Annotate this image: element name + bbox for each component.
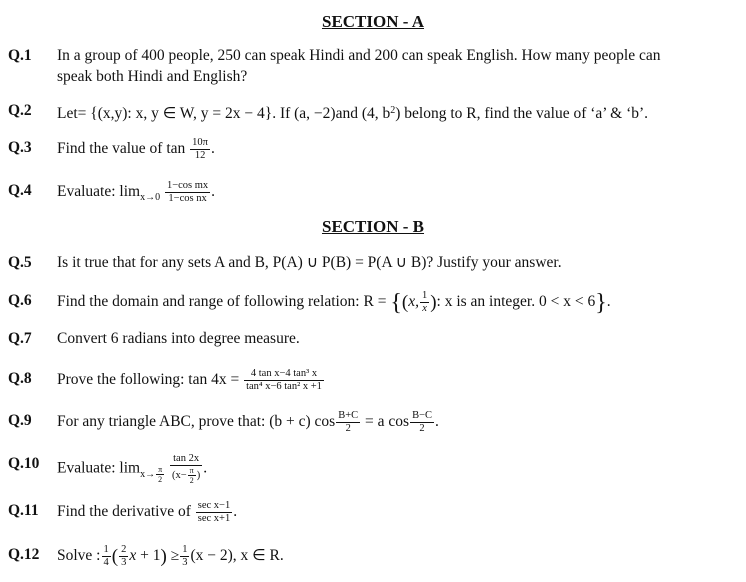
question-number: Q.6 <box>8 292 32 309</box>
question-number: Q.7 <box>8 330 32 347</box>
paren-open: ( <box>401 292 409 314</box>
question-number: Q.3 <box>8 139 32 156</box>
question-text: For any triangle ABC, prove that: (b + c) cos $\frac{B+C}{2}$ = a cos $\frac{B-C}{2}$ . <box>57 410 439 434</box>
question-number: Q.10 <box>8 455 40 472</box>
fraction-numerator: tan 2x <box>170 453 202 466</box>
fraction-numerator: 4 tan x−4 tan³ x <box>244 368 324 381</box>
question-text-part: Prove the following: tan 4x = <box>57 371 240 389</box>
fraction: $\frac{1}{4}$ <box>103 544 109 568</box>
fraction-denominator: tan⁴ x−6 tan² x +1 <box>246 381 322 392</box>
superscript: 2 <box>390 105 396 116</box>
question-number: Q.1 <box>8 47 32 64</box>
question-text-part: For any triangle ABC, prove that: (b + c) cos <box>57 413 336 431</box>
fraction-numerator: B−C <box>412 410 433 421</box>
question-text: Find the derivative of $\frac{\text{sec x−1}}{\text{sec x+1}}$ . <box>57 500 238 524</box>
fraction-numerator: 1−cos mx <box>166 180 209 191</box>
question-number: Q.2 <box>8 102 32 119</box>
question-text: speak both Hindi and English? <box>57 68 248 85</box>
question-text: Is it true that for any sets A and B, P(A) ∪ P(B) = P(A ∪ B)? Justify your answer. <box>57 254 562 271</box>
limit-subscript: x→0 <box>140 192 161 204</box>
question-number: Q.8 <box>8 370 32 387</box>
question-number: Q.11 <box>8 502 39 519</box>
fraction-denominator: (x− $\frac{\pi}{2}$ ) <box>172 466 201 485</box>
fraction <box>196 500 232 525</box>
section-b-heading: SECTION - B <box>321 217 425 236</box>
fraction-denominator: 1−cos nx <box>168 193 207 204</box>
question-text: Find the value of tan $\frac{10\pi}{12}$ . <box>57 137 215 161</box>
question-text-part: = a cos <box>361 413 410 431</box>
question-text: Solve : $\frac{1}{4}$ ( $\frac{2}{3}$ x + 1) ≥ $\frac{1}{3}$ (x − 2), x ∈ R. <box>57 544 284 568</box>
fraction <box>410 410 434 435</box>
fraction <box>244 368 324 393</box>
question-text-part: (x − 2), x ∈ R. <box>190 547 284 565</box>
fraction-denominator: 12 <box>194 150 206 161</box>
fraction-denominator: sec x+1 <box>197 513 231 524</box>
fraction <box>336 410 360 435</box>
fraction: $\frac{1}{3}$ <box>182 544 188 568</box>
question-number: Q.9 <box>8 412 32 429</box>
question-text: Convert 6 radians into degree measure. <box>57 330 300 347</box>
fraction-denominator: 2 <box>345 423 351 434</box>
fraction: $\frac{2}{3}$ <box>121 544 127 568</box>
fraction-numerator: sec x−1 <box>197 500 231 511</box>
fraction <box>190 137 210 162</box>
brace-close: } <box>595 290 607 317</box>
question-text-part: Evaluate: lim <box>57 459 141 477</box>
question-text-part: Find the derivative of <box>57 503 191 521</box>
question-text <box>57 100 648 124</box>
fraction-denominator: 2 <box>419 423 425 434</box>
question-text: Find the domain and range of following relation: R = {(x, $\frac{1}{x}$ ): x is an integer. 0 < x < 6}. <box>57 290 611 317</box>
question-number: Q.12 <box>8 546 40 563</box>
question-text-part: Find the domain and range of following relation: R = <box>57 293 387 311</box>
question-number: Q.5 <box>8 254 32 271</box>
question-text: In a group of 400 people, 250 can speak Hindi and 200 can speak English. How many people can <box>57 47 661 64</box>
question-text: Evaluate: $\lim_{x\to 0}$ $\frac{\text{1−cos mx}}{\text{1−cos nx}}$ . <box>57 180 216 204</box>
question-text-part: ) belong to R, find the value of ‘a’ & ‘b’. <box>395 105 649 122</box>
fraction <box>165 180 210 205</box>
question-text: Evaluate: $\lim_{x\to \frac{\pi}{2}}$ tan 2x (x− $\frac{\pi}{2}$ ) . <box>57 453 208 485</box>
paren-close: ) <box>430 292 437 314</box>
fraction-numerator: 10π <box>192 137 208 148</box>
question-text <box>57 368 325 393</box>
question-text-part: Evaluate: lim <box>57 183 141 201</box>
question-text-part: Let= {(x,y): x, y ∈ W, y = 2x − 4}. If (a, −2)and (4, b <box>57 105 391 122</box>
question-text-part: Find the value of tan <box>57 140 186 158</box>
limit-subscript: x→ π 2 <box>140 464 163 484</box>
section-a-heading: SECTION - A <box>321 12 425 31</box>
question-text-part: : x is an integer. 0 < x < 6 <box>436 293 596 311</box>
fraction: $\frac{1}{x}$ <box>421 290 428 314</box>
fraction-numerator: B+C <box>338 410 359 421</box>
brace-open: { <box>390 290 402 317</box>
question-text-part: Solve : <box>57 547 101 565</box>
fraction <box>170 453 202 485</box>
question-number: Q.4 <box>8 182 32 199</box>
